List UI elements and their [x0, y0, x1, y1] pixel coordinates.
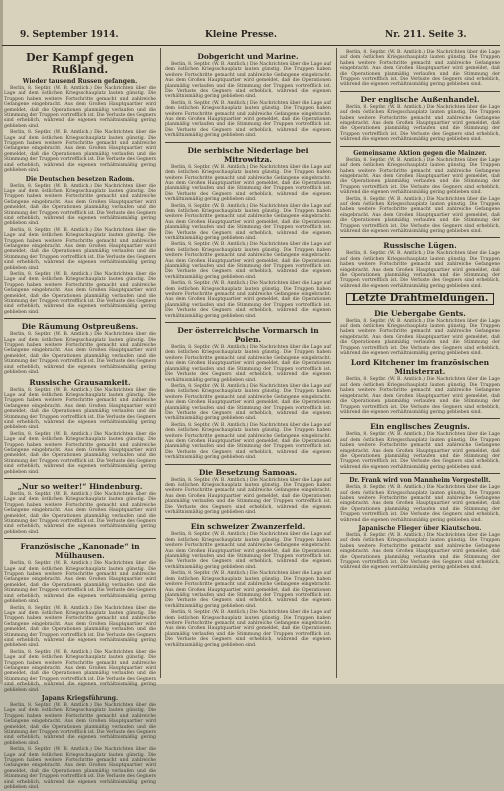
- headline-schweizer: Ein schweizer Zwanzerfeld.: [190, 522, 306, 532]
- subheadline-gefangen: Wieder tausend Russen gefangen.: [22, 78, 138, 85]
- article-text: Berlin, 8. Septbr. (W. B. Amtlich.) Die Nachrichten über die Lage auf dem östlichen Kriegsschauplatz lauten günstig. Die Truppen haben weitere Fortschritte gemacht und zahlreiche Gefangene eingebracht. Aus dem Großen Hauptquartier wird gemeldet, daß die Operationen planmäßig verlaufen und die Stimmung der Truppen vortrefflich ist. Die Verluste des Gegners sind erheblich, während die eigenen verhältnismäßig gering geblieben sind.: [165, 422, 331, 461]
- column-3: [340, 50, 500, 675]
- column-divider: [336, 48, 337, 678]
- headline-zeugnis: Ein englisches Zeugnis.: [370, 422, 470, 432]
- headline-polen: Der österreichische Vormarsch in Polen.: [177, 326, 319, 345]
- headline-muelhausen: Französische „Kanonade“ in Mülhausen.: [20, 542, 140, 561]
- article-rule: [165, 322, 331, 323]
- headline-samoa: Die Besetzung Samoas.: [198, 467, 298, 477]
- headline-kampf-russland: Der Kampf gegen Rußland.: [25, 51, 135, 76]
- headline-kitchener: Lord Kitchener im französischen Ministerrat.: [350, 358, 490, 377]
- article-text: Berlin, 8. Septbr. (W. B. Amtlich.) Die Nachrichten über die Lage auf dem östlichen Kriegsschauplatz lauten günstig. Die Truppen haben weitere Fortschritte gemacht und zahlreiche Gefangene eingebracht. Aus dem Großen Hauptquartier wird gemeldet, daß die Operationen planmäßig verlaufen und die Stimmung der Truppen vortrefflich ist. Die Verluste des Gegners sind erheblich, während die eigenen verhältnismäßig gering geblieben sind.: [340, 377, 500, 415]
- page-edge: [0, 0, 3, 684]
- headline-ostpreussen: Die Räumung Ostpreußens.: [21, 322, 139, 332]
- article-text: Berlin, 8. Septbr. (W. B. Amtlich.) Die Nachrichten über die Lage auf dem östlichen Kriegsschauplatz lauten günstig. Die Truppen haben weitere Fortschritte gemacht und zahlreiche Gefangene eingebracht. Aus dem Großen Hauptquartier wird gemeldet, daß die Operationen planmäßig verlaufen und die Stimmung der Truppen vortrefflich ist. Die Verluste des Gegners sind erheblich, während die eigenen verhältnismäßig gering geblieben sind.: [4, 431, 156, 475]
- headline-russische-luegen: Russische Lügen.: [383, 241, 457, 251]
- article-text: Berlin, 8. Septbr. (W. B. Amtlich.) Die Nachrichten über die Lage auf dem östlichen Kriegsschauplatz lauten günstig. Die Truppen haben weitere Fortschritte gemacht und zahlreiche Gefangene eingebracht. Aus dem Großen Hauptquartier wird gemeldet, daß die Operationen planmäßig verlaufen und die Stimmung der Truppen vortrefflich ist. Die Verluste des Gegners sind erheblich, während die eigenen verhältnismäßig gering geblieben sind.: [340, 157, 500, 196]
- article-text: Berlin, 8. Septbr. (W. B. Amtlich.) Die Nachrichten über die Lage auf dem östlichen Kriegsschauplatz lauten günstig. Die Truppen haben weitere Fortschritte gemacht und zahlreiche Gefangene eingebracht. Aus dem Großen Hauptquartier wird gemeldet, daß die Operationen planmäßig verlaufen und die Stimmung der Truppen vortrefflich ist. Die Verluste des Gegners sind erheblich, während die eigenen verhältnismäßig gering geblieben sind.: [165, 610, 331, 648]
- header-paper-name: Kleine Presse.: [205, 30, 278, 40]
- page-header: [0, 30, 504, 44]
- article-rule: [4, 478, 156, 479]
- article-text: Berlin, 8. Septbr. (W. B. Amtlich.) Die Nachrichten über die Lage auf dem östlichen Kriegsschauplatz lauten günstig. Die Truppen haben weitere Fortschritte gemacht und zahlreiche Gefangene eingebracht. Aus dem Großen Hauptquartier wird gemeldet, daß die Operationen planmäßig verlaufen und die Stimmung der Truppen vortrefflich ist. Die Verluste des Gegners sind erheblich, während die eigenen verhältnismäßig gering geblieben sind.: [165, 242, 331, 280]
- article-text: Berlin, 8. Septbr. (W. B. Amtlich.) Die Nachrichten über die Lage auf dem östlichen Kriegsschauplatz lauten günstig. Die Truppen haben weitere Fortschritte gemacht und zahlreiche Gefangene eingebracht. Aus dem Großen Hauptquartier wird gemeldet, daß die Operationen planmäßig verlaufen und die Stimmung der Truppen vortrefflich ist. Die Verluste des Gegners sind erheblich, während die eigenen verhältnismäßig gering geblieben sind.: [165, 100, 331, 139]
- column-divider: [160, 48, 161, 678]
- article-text: Berlin, 8. Septbr. (W. B. Amtlich.) Die Nachrichten über die Lage auf dem östlichen Kriegsschauplatz lauten günstig. Die Truppen haben weitere Fortschritte gemacht und zahlreiche Gefangene eingebracht. Aus dem Großen Hauptquartier wird gemeldet, daß die Operationen planmäßig verlaufen und die Stimmung der Truppen vortrefflich ist. Die Verluste des Gegners sind erheblich, während die eigenen verhältnismäßig gering geblieben sind.: [4, 492, 156, 535]
- headline-kiautschou: Japanische Flieger über Kiautschou.: [358, 525, 482, 532]
- headline-mainzer: Gemeinsame Aktion gegen die Mainzer.: [353, 149, 487, 157]
- article-text: Berlin, 8. Septbr. (W. B. Amtlich.) Die Nachrichten über die Lage auf dem östlichen Kriegsschauplatz lauten günstig. Die Truppen haben weitere Fortschritte gemacht und zahlreiche Gefangene eingebracht. Aus dem Großen Hauptquartier wird gemeldet, daß die Operationen planmäßig verlaufen und die Stimmung der Truppen vortrefflich ist. Die Verluste des Gegners sind erheblich, während die eigenen verhältnismäßig gering geblieben sind.: [165, 571, 331, 609]
- article-rule: [4, 318, 156, 319]
- article-rule: [165, 464, 331, 465]
- article-text: Berlin, 8. Septbr. (W. B. Amtlich.) Die Nachrichten über die Lage auf dem östlichen Kriegsschauplatz lauten günstig. Die Truppen haben weitere Fortschritte gemacht und zahlreiche Gefangene eingebracht. Aus dem Großen Hauptquartier wird gemeldet, daß die Operationen planmäßig verlaufen und die Stimmung der Truppen vortrefflich ist. Die Verluste des Gegners sind erheblich, während die eigenen verhältnismäßig gering geblieben sind.: [340, 196, 500, 234]
- column-1: [4, 50, 156, 791]
- headline-marine: Dobgericht und Marine.: [197, 52, 299, 61]
- article-text: Berlin, 8. Septbr. (W. B. Amtlich.) Die Nachrichten über die Lage auf dem östlichen Kriegsschauplatz lauten günstig. Die Truppen haben weitere Fortschritte gemacht und zahlreiche Gefangene eingebracht. Aus dem Großen Hauptquartier wird gemeldet, daß die Operationen planmäßig verlaufen und die Stimmung der Truppen vortrefflich ist. Die Verluste des Gegners sind erheblich, während die eigenen verhältnismäßig gering geblieben sind.: [4, 387, 156, 431]
- article-text: Berlin, 8. Septbr. (W. B. Amtlich.) Die Nachrichten über die Lage auf dem östlichen Kriegsschauplatz lauten günstig. Die Truppen haben weitere Fortschritte gemacht und zahlreiche Gefangene eingebracht. Aus dem Großen Hauptquartier wird gemeldet, daß die Operationen planmäßig verlaufen und die Stimmung der Truppen vortrefflich ist. Die Verluste des Gegners sind erheblich, während die eigenen verhältnismäßig gering geblieben sind.: [165, 164, 331, 203]
- headline-gent: Die Uebergabe Gents.: [374, 308, 466, 318]
- header-date: 9. September 1914.: [20, 30, 119, 40]
- column-2: [165, 50, 331, 675]
- headline-mitrowitza: Die serbische Niederlage bei Mitrowitza.: [187, 145, 309, 164]
- article-text: Berlin, 8. Septbr. (W. B. Amtlich.) Die Nachrichten über die Lage auf dem östlichen Kriegsschauplatz lauten günstig. Die Truppen haben weitere Fortschritte gemacht und zahlreiche Gefangene eingebracht. Aus dem Großen Hauptquartier wird gemeldet, daß die Operationen planmäßig verlaufen und die Stimmung der Truppen vortrefflich ist. Die Verluste des Gegners sind erheblich, während die eigenen verhältnismäßig gering geblieben sind.: [340, 432, 500, 470]
- article-text: Berlin, 8. Septbr. (W. B. Amtlich.) Die Nachrichten über die Lage auf dem östlichen Kriegsschauplatz lauten günstig. Die Truppen haben weitere Fortschritte gemacht und zahlreiche Gefangene eingebracht. Aus dem Großen Hauptquartier wird gemeldet, daß die Operationen planmäßig verlaufen und die Stimmung der Truppen vortrefflich ist. Die Verluste des Gegners sind erheblich, während die eigenen verhältnismäßig gering geblieben sind.: [4, 747, 156, 791]
- article-rule: [165, 518, 331, 519]
- header-rule: [2, 45, 500, 46]
- article-rule: [340, 91, 500, 92]
- article-text: Berlin, 8. Septbr. (W. B. Amtlich.) Die Nachrichten über die Lage auf dem östlichen Kriegsschauplatz lauten günstig. Die Truppen haben weitere Fortschritte gemacht und zahlreiche Gefangene eingebracht. Aus dem Großen Hauptquartier wird gemeldet, daß die Operationen planmäßig verlaufen und die Stimmung der Truppen vortrefflich ist. Die Verluste des Gegners sind erheblich, während die eigenen verhältnismäßig gering geblieben sind.: [4, 86, 156, 129]
- article-text: Berlin, 8. Septbr. (W. B. Amtlich.) Die Nachrichten über die Lage auf dem östlichen Kriegsschauplatz lauten günstig. Die Truppen haben weitere Fortschritte gemacht und zahlreiche Gefangene eingebracht. Aus dem Großen Hauptquartier wird gemeldet, daß die Operationen planmäßig verlaufen und die Stimmung der Truppen vortrefflich ist. Die Verluste des Gegners sind erheblich, während die eigenen verhältnismäßig gering geblieben sind.: [340, 251, 500, 289]
- article-rule: [4, 538, 156, 539]
- boxed-headline-drahtmeldungen: Letzte Drahtmeldungen.: [346, 293, 494, 304]
- article-text: Berlin, 8. Septbr. (W. B. Amtlich.) Die Nachrichten über die Lage auf dem östlichen Kriegsschauplatz lauten günstig. Die Truppen haben weitere Fortschritte gemacht und zahlreiche Gefangene eingebracht. Aus dem Großen Hauptquartier wird gemeldet, daß die Operationen planmäßig verlaufen und die Stimmung der Truppen vortrefflich ist. Die Verluste des Gegners sind erheblich, während die eigenen verhältnismäßig gering geblieben sind.: [4, 649, 156, 693]
- article-text: Berlin, 8. Septbr. (W. B. Amtlich.) Die Nachrichten über die Lage auf dem östlichen Kriegsschauplatz lauten günstig. Die Truppen haben weitere Fortschritte gemacht und zahlreiche Gefangene eingebracht. Aus dem Großen Hauptquartier wird gemeldet, daß die Operationen planmäßig verlaufen und die Stimmung der Truppen vortrefflich ist. Die Verluste des Gegners sind erheblich, während die eigenen verhältnismäßig gering geblieben sind.: [340, 485, 500, 523]
- article-text: Berlin, 8. Septbr. (W. B. Amtlich.) Die Nachrichten über die Lage auf dem östlichen Kriegsschauplatz lauten günstig. Die Truppen haben weitere Fortschritte gemacht und zahlreiche Gefangene eingebracht. Aus dem Großen Hauptquartier wird gemeldet, daß die Operationen planmäßig verlaufen und die Stimmung der Truppen vortrefflich ist. Die Verluste des Gegners sind erheblich, während die eigenen verhältnismäßig gering geblieben sind.: [4, 703, 156, 746]
- article-text: Berlin, 8. Septbr. (W. B. Amtlich.) Die Nachrichten über die Lage auf dem östlichen Kriegsschauplatz lauten günstig. Die Truppen haben weitere Fortschritte gemacht und zahlreiche Gefangene eingebracht. Aus dem Großen Hauptquartier wird gemeldet, daß die Operationen planmäßig verlaufen und die Stimmung der Truppen vortrefflich ist. Die Verluste des Gegners sind erheblich, während die eigenen verhältnismäßig gering geblieben sind.: [340, 104, 500, 143]
- article-text: Berlin, 8. Septbr. (W. B. Amtlich.) Die Nachrichten über die Lage auf dem östlichen Kriegsschauplatz lauten günstig. Die Truppen haben weitere Fortschritte gemacht und zahlreiche Gefangene eingebracht. Aus dem Großen Hauptquartier wird gemeldet, daß die Operationen planmäßig verlaufen und die Stimmung der Truppen vortrefflich ist. Die Verluste des Gegners sind erheblich, während die eigenen verhältnismäßig gering geblieben sind.: [165, 532, 331, 570]
- headline-radom: Die Deutschen besetzen Radom.: [25, 175, 135, 183]
- article-rule: [165, 142, 331, 143]
- article-text: Berlin, 8. Septbr. (W. B. Amtlich.) Die Nachrichten über die Lage auf dem östlichen Kriegsschauplatz lauten günstig. Die Truppen haben weitere Fortschritte gemacht und zahlreiche Gefangene eingebracht. Aus dem Großen Hauptquartier wird gemeldet, daß die Operationen planmäßig verlaufen und die Stimmung der Truppen vortrefflich ist. Die Verluste des Gegners sind erheblich, während die eigenen verhältnismäßig gering geblieben sind.: [4, 183, 156, 227]
- article-text: Berlin, 8. Septbr. (W. B. Amtlich.) Die Nachrichten über die Lage auf dem östlichen Kriegsschauplatz lauten günstig. Die Truppen haben weitere Fortschritte gemacht und zahlreiche Gefangene eingebracht. Aus dem Großen Hauptquartier wird gemeldet, daß die Operationen planmäßig verlaufen und die Stimmung der Truppen vortrefflich ist. Die Verluste des Gegners sind erheblich, während die eigenen verhältnismäßig gering geblieben sind.: [340, 318, 500, 357]
- article-text: Berlin, 8. Septbr. (W. B. Amtlich.) Die Nachrichten über die Lage auf dem östlichen Kriegsschauplatz lauten günstig. Die Truppen haben weitere Fortschritte gemacht und zahlreiche Gefangene eingebracht. Aus dem Großen Hauptquartier wird gemeldet, daß die Operationen planmäßig verlaufen und die Stimmung der Truppen vortrefflich ist. Die Verluste des Gegners sind erheblich, während die eigenen verhältnismäßig gering geblieben sind.: [4, 130, 156, 174]
- article-rule: [340, 146, 500, 147]
- article-text: Berlin, 8. Septbr. (W. B. Amtlich.) Die Nachrichten über die Lage auf dem östlichen Kriegsschauplatz lauten günstig. Die Truppen haben weitere Fortschritte gemacht und zahlreiche Gefangene eingebracht. Aus dem Großen Hauptquartier wird gemeldet, daß die Operationen planmäßig verlaufen und die Stimmung der Truppen vortrefflich ist. Die Verluste des Gegners sind erheblich, während die eigenen verhältnismäßig gering geblieben sind.: [4, 332, 156, 376]
- article-text: Berlin, 8. Septbr. (W. B. Amtlich.) Die Nachrichten über die Lage auf dem östlichen Kriegsschauplatz lauten günstig. Die Truppen haben weitere Fortschritte gemacht und zahlreiche Gefangene eingebracht. Aus dem Großen Hauptquartier wird gemeldet, daß die Operationen planmäßig verlaufen und die Stimmung der Truppen vortrefflich ist. Die Verluste des Gegners sind erheblich, während die eigenen verhältnismäßig gering geblieben sind.: [340, 533, 500, 571]
- headline-aussenhandel: Der englische Außenhandel.: [360, 94, 480, 104]
- article-rule: [340, 473, 500, 474]
- headline-hindenburg: „Nur so weiter!“ Hindenburg.: [17, 482, 143, 491]
- article-text: Berlin, 8. Septbr. (W. B. Amtlich.) Die Nachrichten über die Lage auf dem östlichen Kriegsschauplatz lauten günstig. Die Truppen haben weitere Fortschritte gemacht und zahlreiche Gefangene eingebracht. Aus dem Großen Hauptquartier wird gemeldet, daß die Operationen planmäßig verlaufen und die Stimmung der Truppen vortrefflich ist. Die Verluste des Gegners sind erheblich, während die eigenen verhältnismäßig gering geblieben sind.: [165, 62, 331, 100]
- article-rule: [340, 418, 500, 419]
- headline-japan: Japans Kriegsführung.: [41, 695, 119, 702]
- article-text: Berlin, 8. Septbr. (W. B. Amtlich.) Die Nachrichten über die Lage auf dem östlichen Kriegsschauplatz lauten günstig. Die Truppen haben weitere Fortschritte gemacht und zahlreiche Gefangene eingebracht. Aus dem Großen Hauptquartier wird gemeldet, daß die Operationen planmäßig verlaufen und die Stimmung der Truppen vortrefflich ist. Die Verluste des Gegners sind erheblich, während die eigenen verhältnismäßig gering geblieben sind.: [165, 345, 331, 383]
- article-text: Berlin, 8. Septbr. (W. B. Amtlich.) Die Nachrichten über die Lage auf dem östlichen Kriegsschauplatz lauten günstig. Die Truppen haben weitere Fortschritte gemacht und zahlreiche Gefangene eingebracht. Aus dem Großen Hauptquartier wird gemeldet, daß die Operationen planmäßig verlaufen und die Stimmung der Truppen vortrefflich ist. Die Verluste des Gegners sind erheblich, während die eigenen verhältnismäßig gering geblieben sind.: [165, 477, 331, 516]
- article-text: Berlin, 8. Septbr. (W. B. Amtlich.) Die Nachrichten über die Lage auf dem östlichen Kriegsschauplatz lauten günstig. Die Truppen haben weitere Fortschritte gemacht und zahlreiche Gefangene eingebracht. Aus dem Großen Hauptquartier wird gemeldet, daß die Operationen planmäßig verlaufen und die Stimmung der Truppen vortrefflich ist. Die Verluste des Gegners sind erheblich, während die eigenen verhältnismäßig gering geblieben sind.: [4, 561, 156, 605]
- header-issue: Nr. 211. Seite 3.: [385, 30, 467, 40]
- article-text: Berlin, 8. Septbr. (W. B. Amtlich.) Die Nachrichten über die Lage auf dem östlichen Kriegsschauplatz lauten günstig. Die Truppen haben weitere Fortschritte gemacht und zahlreiche Gefangene eingebracht. Aus dem Großen Hauptquartier wird gemeldet, daß die Operationen planmäßig verlaufen und die Stimmung der Truppen vortrefflich ist. Die Verluste des Gegners sind erheblich, während die eigenen verhältnismäßig gering geblieben sind.: [165, 281, 331, 319]
- article-text: Berlin, 8. Septbr. (W. B. Amtlich.) Die Nachrichten über die Lage auf dem östlichen Kriegsschauplatz lauten günstig. Die Truppen haben weitere Fortschritte gemacht und zahlreiche Gefangene eingebracht. Aus dem Großen Hauptquartier wird gemeldet, daß die Operationen planmäßig verlaufen und die Stimmung der Truppen vortrefflich ist. Die Verluste des Gegners sind erheblich, während die eigenen verhältnismäßig gering geblieben sind.: [165, 383, 331, 422]
- headline-frank: Dr. Frank wird von Mannheim Vorgestellt.: [349, 477, 491, 485]
- article-text: Berlin, 8. Septbr. (W. B. Amtlich.) Die Nachrichten über die Lage auf dem östlichen Kriegsschauplatz lauten günstig. Die Truppen haben weitere Fortschritte gemacht und zahlreiche Gefangene eingebracht. Aus dem Großen Hauptquartier wird gemeldet, daß die Operationen planmäßig verlaufen und die Stimmung der Truppen vortrefflich ist. Die Verluste des Gegners sind erheblich, während die eigenen verhältnismäßig gering geblieben sind.: [4, 227, 156, 271]
- article-rule: [340, 237, 500, 238]
- article-text: Berlin, 8. Septbr. (W. B. Amtlich.) Die Nachrichten über die Lage auf dem östlichen Kriegsschauplatz lauten günstig. Die Truppen haben weitere Fortschritte gemacht und zahlreiche Gefangene eingebracht. Aus dem Großen Hauptquartier wird gemeldet, daß die Operationen planmäßig verlaufen und die Stimmung der Truppen vortrefflich ist. Die Verluste des Gegners sind erheblich, während die eigenen verhältnismäßig gering geblieben sind.: [4, 272, 156, 315]
- headline-grausamkeit: Russische Grausamkeit.: [29, 377, 131, 387]
- article-text: Berlin, 8. Septbr. (W. B. Amtlich.) Die Nachrichten über die Lage auf dem östlichen Kriegsschauplatz lauten günstig. Die Truppen haben weitere Fortschritte gemacht und zahlreiche Gefangene eingebracht. Aus dem Großen Hauptquartier wird gemeldet, daß die Operationen planmäßig verlaufen und die Stimmung der Truppen vortrefflich ist. Die Verluste des Gegners sind erheblich, während die eigenen verhältnismäßig gering geblieben sind.: [340, 50, 500, 88]
- article-text: Berlin, 8. Septbr. (W. B. Amtlich.) Die Nachrichten über die Lage auf dem östlichen Kriegsschauplatz lauten günstig. Die Truppen haben weitere Fortschritte gemacht und zahlreiche Gefangene eingebracht. Aus dem Großen Hauptquartier wird gemeldet, daß die Operationen planmäßig verlaufen und die Stimmung der Truppen vortrefflich ist. Die Verluste des Gegners sind erheblich, während die eigenen verhältnismäßig gering geblieben sind.: [165, 203, 331, 241]
- article-text: Berlin, 8. Septbr. (W. B. Amtlich.) Die Nachrichten über die Lage auf dem östlichen Kriegsschauplatz lauten günstig. Die Truppen haben weitere Fortschritte gemacht und zahlreiche Gefangene eingebracht. Aus dem Großen Hauptquartier wird gemeldet, daß die Operationen planmäßig verlaufen und die Stimmung der Truppen vortrefflich ist. Die Verluste des Gegners sind erheblich, während die eigenen verhältnismäßig gering geblieben sind.: [4, 605, 156, 649]
